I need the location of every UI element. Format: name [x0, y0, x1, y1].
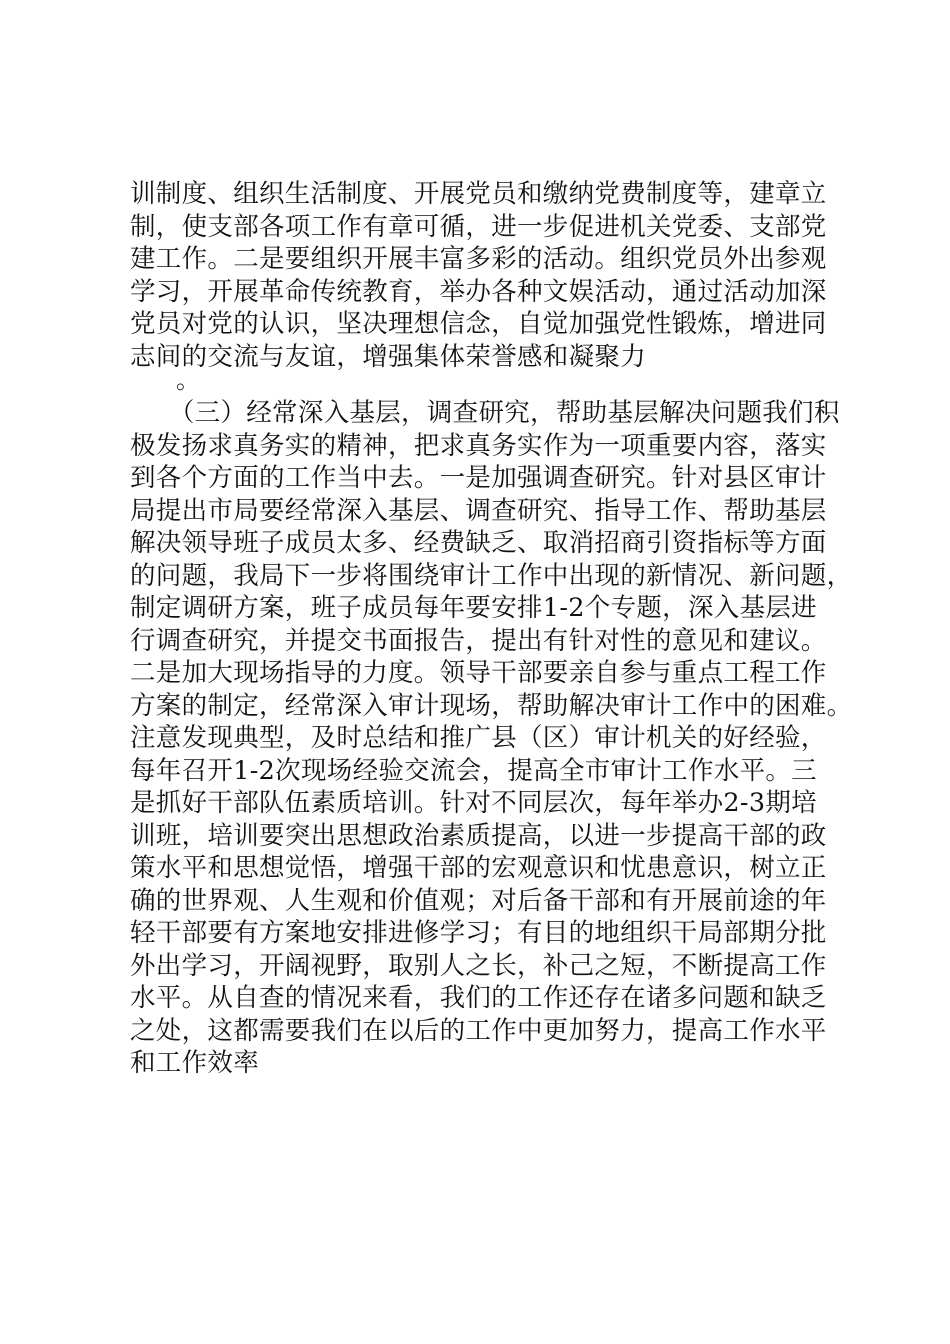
paragraph-line: 是抓好干部队伍素质培训。针对不同层次，每年举办2-3期培 [130, 788, 817, 818]
paragraph-line: 策水平和思想觉悟，增强干部的宏观意识和忧患意识，树立正 [130, 853, 827, 883]
paragraph-line: 确的世界观、人生观和价值观；对后备干部和有开展前途的年 [130, 885, 827, 916]
paragraph-line: 训班，培训要突出思想政治素质提高，以进一步提高干部的政 [130, 820, 827, 851]
paragraph-line: 二是加大现场指导的力度。领导干部要亲自参与重点工程工作 [130, 658, 827, 688]
paragraph-line: 党员对党的认识，坚决理想信念，自觉加强党性锻炼，增进同 [130, 309, 827, 339]
paragraph-line: 每年召开1-2次现场经验交流会，提高全市审计工作水平。三 [130, 755, 817, 786]
paragraph-line: 学习，开展革命传统教育，举办各种文娱活动，通过活动加深 [130, 276, 827, 307]
paragraph-line: 轻干部要有方案地安排进修学习；有目的地组织干局部期分批 [130, 918, 827, 948]
paragraph-line: 建工作。二是要组织开展丰富多彩的活动。组织党员外出参观 [130, 244, 827, 274]
paragraph-line: 解决领导班子成员太多、经费缺乏、取消招商引资指标等方面 [130, 528, 827, 558]
paragraph-line: 训制度、组织生活制度、开展党员和缴纳党费制度等，建章立 [130, 179, 827, 209]
paragraph-line: 制定调研方案，班子成员每年要安排1-2个专题，深入基层进 [130, 593, 817, 623]
paragraph-line: 志间的交流与友谊，增强集体荣誉感和凝聚力 [130, 341, 647, 372]
paragraph-1-trailing-mark: 。 [176, 366, 200, 394]
paragraph-line: 之处，这都需要我们在以后的工作中更加努力，提高工作水平 [130, 1015, 827, 1046]
paragraph-line: 外出学习，开阔视野，取别人之长，补己之短，不断提高工作 [130, 950, 827, 981]
paragraph-line: 行调查研究，并提交书面报告，提出有针对性的意见和建议。 [130, 625, 827, 656]
paragraph-2 [130, 397, 853, 1080]
paragraph-line: 方案的制定，经常深入审计现场，帮助解决审计工作中的困难。 [130, 690, 853, 721]
paragraph-line: 到各个方面的工作当中去。一是加强调查研究。针对县区审计 [130, 463, 827, 493]
paragraph-line: （三）经常深入基层，调查研究，帮助基层解决问题我们积 [130, 398, 840, 428]
paragraph-1 [130, 178, 830, 373]
paragraph-line: 的问题，我局下一步将围绕审计工作中出现的新情况、新问题， [130, 560, 853, 591]
paragraph-line: 局提出市局要经常深入基层、调查研究、指导工作、帮助基层 [130, 495, 827, 526]
paragraph-line: 极发扬求真务实的精神，把求真务实作为一项重要内容，落实 [130, 430, 827, 461]
paragraph-line: 制，使支部各项工作有章可循，进一步促进机关党委、支部党 [130, 211, 827, 242]
paragraph-line: 和工作效率 [130, 1048, 260, 1078]
paragraph-line: 注意发现典型，及时总结和推广县（区）审计机关的好经验， [130, 723, 827, 753]
paragraph-line: 水平。从自查的情况来看，我们的工作还存在诸多问题和缺乏 [130, 983, 827, 1013]
